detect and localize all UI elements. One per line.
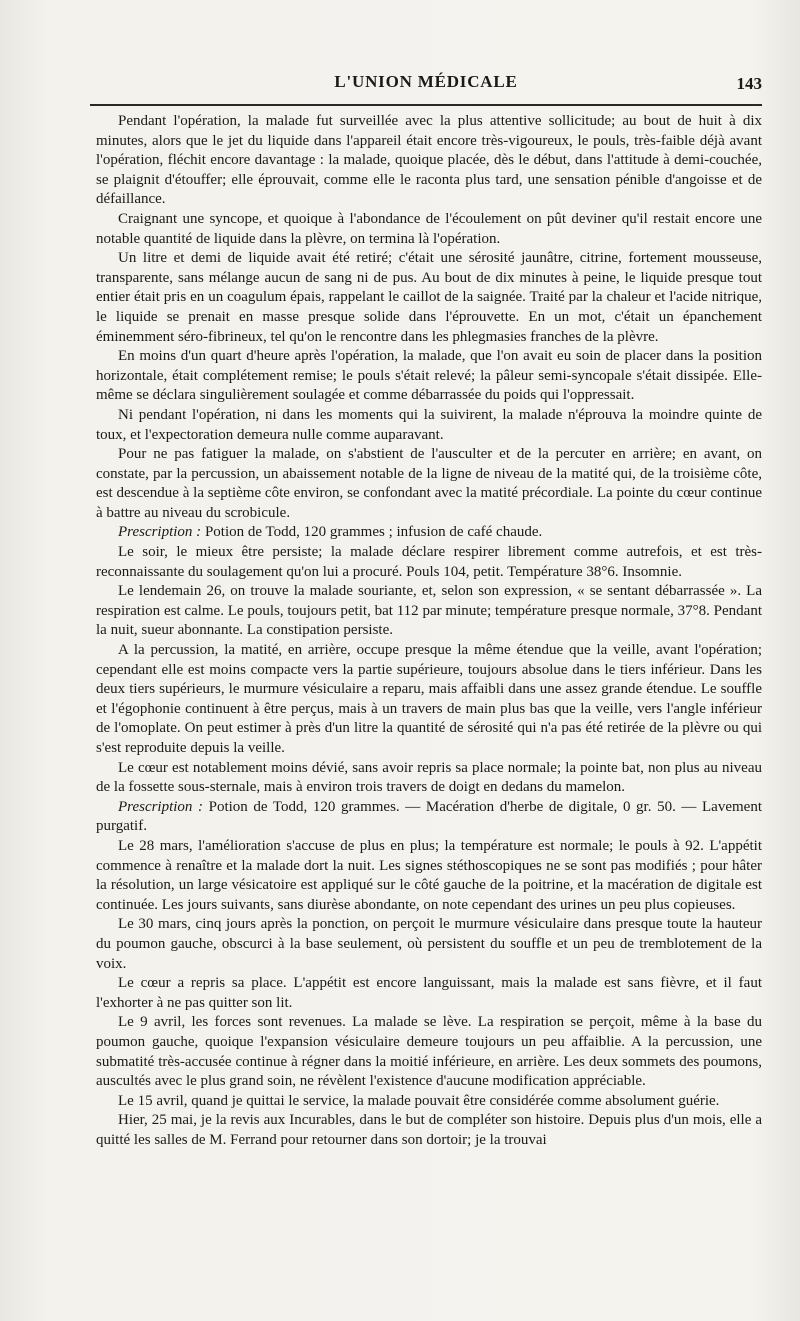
paragraph: Le 28 mars, l'amélioration s'accuse de plus en plus; la température est normale; le pouls à 92. L'appétit commence à renaître et la malade dort la nuit. Les signes stéthoscopiques ne se sont pas modifiés ; pour hâter la résolution, un large vésicatoire est appliqué sur le côté gauche de la poitrine, et la macération de digitale est continuée. Les jours suivants, sans diurèse abondante, on note cependant des urines un peu plus copieuses. — [96, 837, 762, 913]
paragraph: Pour ne pas fatiguer la malade, on s'abstient de l'ausculter et de la percuter en arrière; en avant, on constate, par la percussion, un abaissement notable de la ligne de niveau de la matité qui, de la troisième côte, est descendue à la septième côte environ, se confondant avec la matité précordiale. La pointe du cœur continue à battre au niveau du scrobicule. — [96, 446, 762, 521]
paragraph: Un litre et demi de liquide avait été retiré; c'était une sérosité jaunâtre, citrine, fortement mousseuse, transparente, sans mélange aucun de sang ni de pus. Au bout de dix minutes à peine, le liquide presque tout entier était pris en un coagulum épais, rappelant le caillot de la saignée. Traité par la chaleur et l'acide nitrique, le liquide se prenait en masse presque solide dans l'éprouvette. En un mot, c'était un épanchement éminemment séro-fibrineux, tel qu'on le rencontre dans les phlegmasies franches de la plèvre. — [96, 250, 762, 345]
paragraph: A la percussion, la matité, en arrière, occupe presque la même étendue que la veille, avant l'opération; cependant elle est moins compacte vers la partie supérieure, toujours absolue dans le tiers inférieur. Dans les deux tiers supérieurs, le murmure vésiculaire a reparu, mais affaibli dans une assez grande étendue. Le souffle et l'égophonie continuent à être perçus, mais à un travers de main plus bas que la veille, vers l'angle inférieur de l'omoplate. On peut estimer à près d'un litre la quantité de sérosité qui n'a pas été retirée de la plèvre ou qui s'est reproduite depuis la veille. — [96, 642, 762, 756]
article-body — [96, 112, 762, 1150]
paragraph: Ni pendant l'opération, ni dans les moments qui la suivirent, la malade n'éprouva la moindre quinte de toux, et l'expectoration demeura nulle comme auparavant. — [96, 406, 762, 443]
paragraph: Le 30 mars, cinq jours après la ponction, on perçoit le murmure vésiculaire dans presque toute la hauteur du poumon gauche, obscurci à la base seulement, où persistent du souffle et un peu de tremblotement de la voix. — [96, 916, 762, 972]
prescription-label: Prescription : — [118, 524, 202, 541]
prescription-paragraph — [96, 798, 762, 837]
paragraph: Le cœur a repris sa place. L'appétit est encore languissant, mais la malade est sans fièvre, et il faut l'exhorter à ne pas quitter son lit. — [96, 975, 762, 1011]
paragraph: Hier, 25 mai, je la revis aux Incurables, dans le but de compléter son histoire. Depuis plus d'un mois, elle a quitté les salles de M. Ferrand pour retourner dans son dortoir; je la trouvai — [96, 1112, 762, 1148]
paragraph: Le 9 avril, les forces sont revenues. La malade se lève. La respiration se perçoit, même à la base du poumon gauche, quoique l'expansion vésiculaire demeure toujours un peu affaiblie. A la percussion, une submatité très-accusée continue à régner dans la moitié inférieure, en arrière. Les deux sommets des poumons, auscultés avec le plus grand soin, ne révèlent l'existence d'aucune modification appréciable. — [96, 1014, 762, 1090]
paragraph: Pendant l'opération, la malade fut surveillée avec la plus attentive sollicitude; au bout de huit à dix minutes, alors que le jet du liquide dans l'appareil était encore très-vigoureux, le pouls, très-faible déjà avant l'opération, fléchit encore davantage : la malade, quoique placée, dès le début, dans l'attitude à demi-couchée, se plaignit d'étouffer; elle éprouvait, comme elle le raconta plus tard, une sensation pénible d'angoisse et de défaillance. — [96, 113, 762, 208]
paragraph: Le lendemain 26, on trouve la malade souriante, et, selon son expression, « se sentant débarrassée ». La respiration est calme. Le pouls, toujours petit, bat 112 par minute; température presque normale, 37°8. Pendant la nuit, sueur abonnante. La constipation persiste. — [96, 583, 762, 639]
header-rule — [90, 104, 762, 106]
paragraph: Le 15 avril, quand je quittai le service, la malade pouvait être considérée comme absolument guérie. — [118, 1092, 720, 1109]
paragraph: Le soir, le mieux être persiste; la malade déclare respirer librement comme autrefois, et est très-reconnaissante du soulagement qu'on lui a procuré. Pouls 104, petit. Température 38°6. Insomnie. — [96, 544, 762, 580]
prescription-label: Prescription : — [118, 798, 204, 815]
paragraph: Le cœur est notablement moins dévié, sans avoir repris sa place normale; la pointe bat, non plus au niveau de la fossette sous-sternale, mais à environ trois travers de doigt en dedans du mamelon. — [96, 759, 762, 796]
paragraph: En moins d'un quart d'heure après l'opération, la malade, que l'on avait eu soin de placer dans la position horizontale, était complétement remise; le pouls s'était relevé; la pâleur semi-syncopale s'était dissipée. Elle-même se déclara singulièrement soulagée et comme débarrassée du poids qui l'oppressait. — [96, 348, 762, 404]
page-header — [90, 72, 762, 102]
prescription-text: Potion de Todd, 120 grammes. — Macération d'herbe de digitale, 0 gr. 50. — Lavement purgatif. — [96, 798, 762, 835]
running-title: L'UNION MÉDICALE — [334, 72, 518, 91]
paragraph: Craignant une syncope, et quoique à l'abondance de l'écoulement on pût deviner qu'il restait encore une notable quantité de liquide dans la plèvre, on termina là l'opération. — [96, 210, 762, 247]
prescription-paragraph — [96, 523, 762, 543]
prescription-text: Potion de Todd, 120 grammes ; infusion de café chaude. — [201, 524, 543, 541]
page-number: 143 — [736, 74, 762, 93]
